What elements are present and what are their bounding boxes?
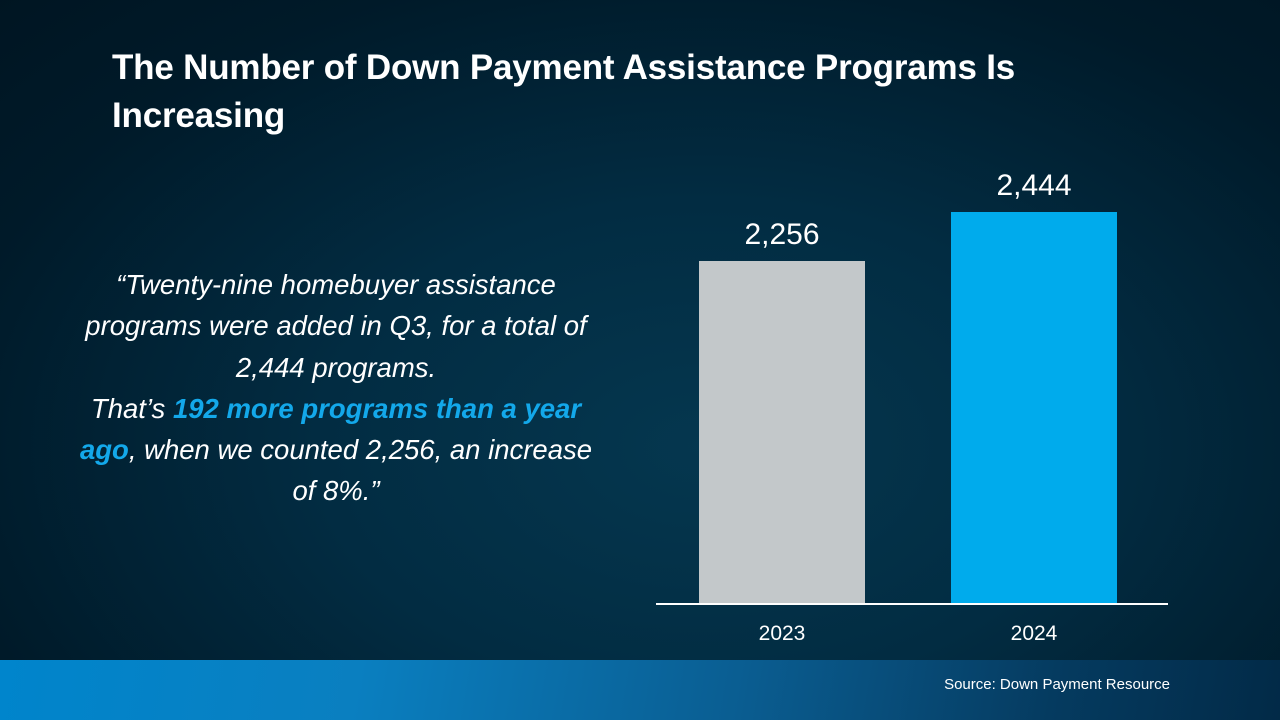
source-caption: Source: Down Payment Resource <box>944 676 1170 693</box>
quote-text-part1: “Twenty-nine homebuyer assistance programs were added in Q3, for a total of 2,444 programs. <box>85 269 587 383</box>
bar-2024 <box>951 212 1117 604</box>
bar-2023 <box>699 261 865 604</box>
chart-plot-area <box>656 160 1160 604</box>
footer-bar <box>0 660 1280 720</box>
bar-column-2023 <box>699 160 865 604</box>
bar-group <box>656 160 1160 604</box>
quote-text-part2: That’s <box>90 392 173 424</box>
quote-highlight: 192 more programs than a year ago <box>79 392 582 465</box>
quote-text-part3: , when we counted 2,256, an increase of 8%.” <box>128 434 593 507</box>
page-title: The Number of Down Payment Assistance Programs Is Increasing <box>112 48 1016 136</box>
bar-column-2024 <box>951 160 1117 604</box>
bar-value-2023: 2,256 <box>744 218 820 251</box>
x-axis-labels <box>656 622 1160 646</box>
bar-chart <box>640 150 1200 660</box>
x-label-2023: 2023 <box>758 622 806 645</box>
x-label-2024: 2024 <box>1010 622 1058 645</box>
x-axis-line <box>656 603 1168 605</box>
bar-value-2024: 2,444 <box>996 169 1072 202</box>
quote-block <box>70 264 602 512</box>
